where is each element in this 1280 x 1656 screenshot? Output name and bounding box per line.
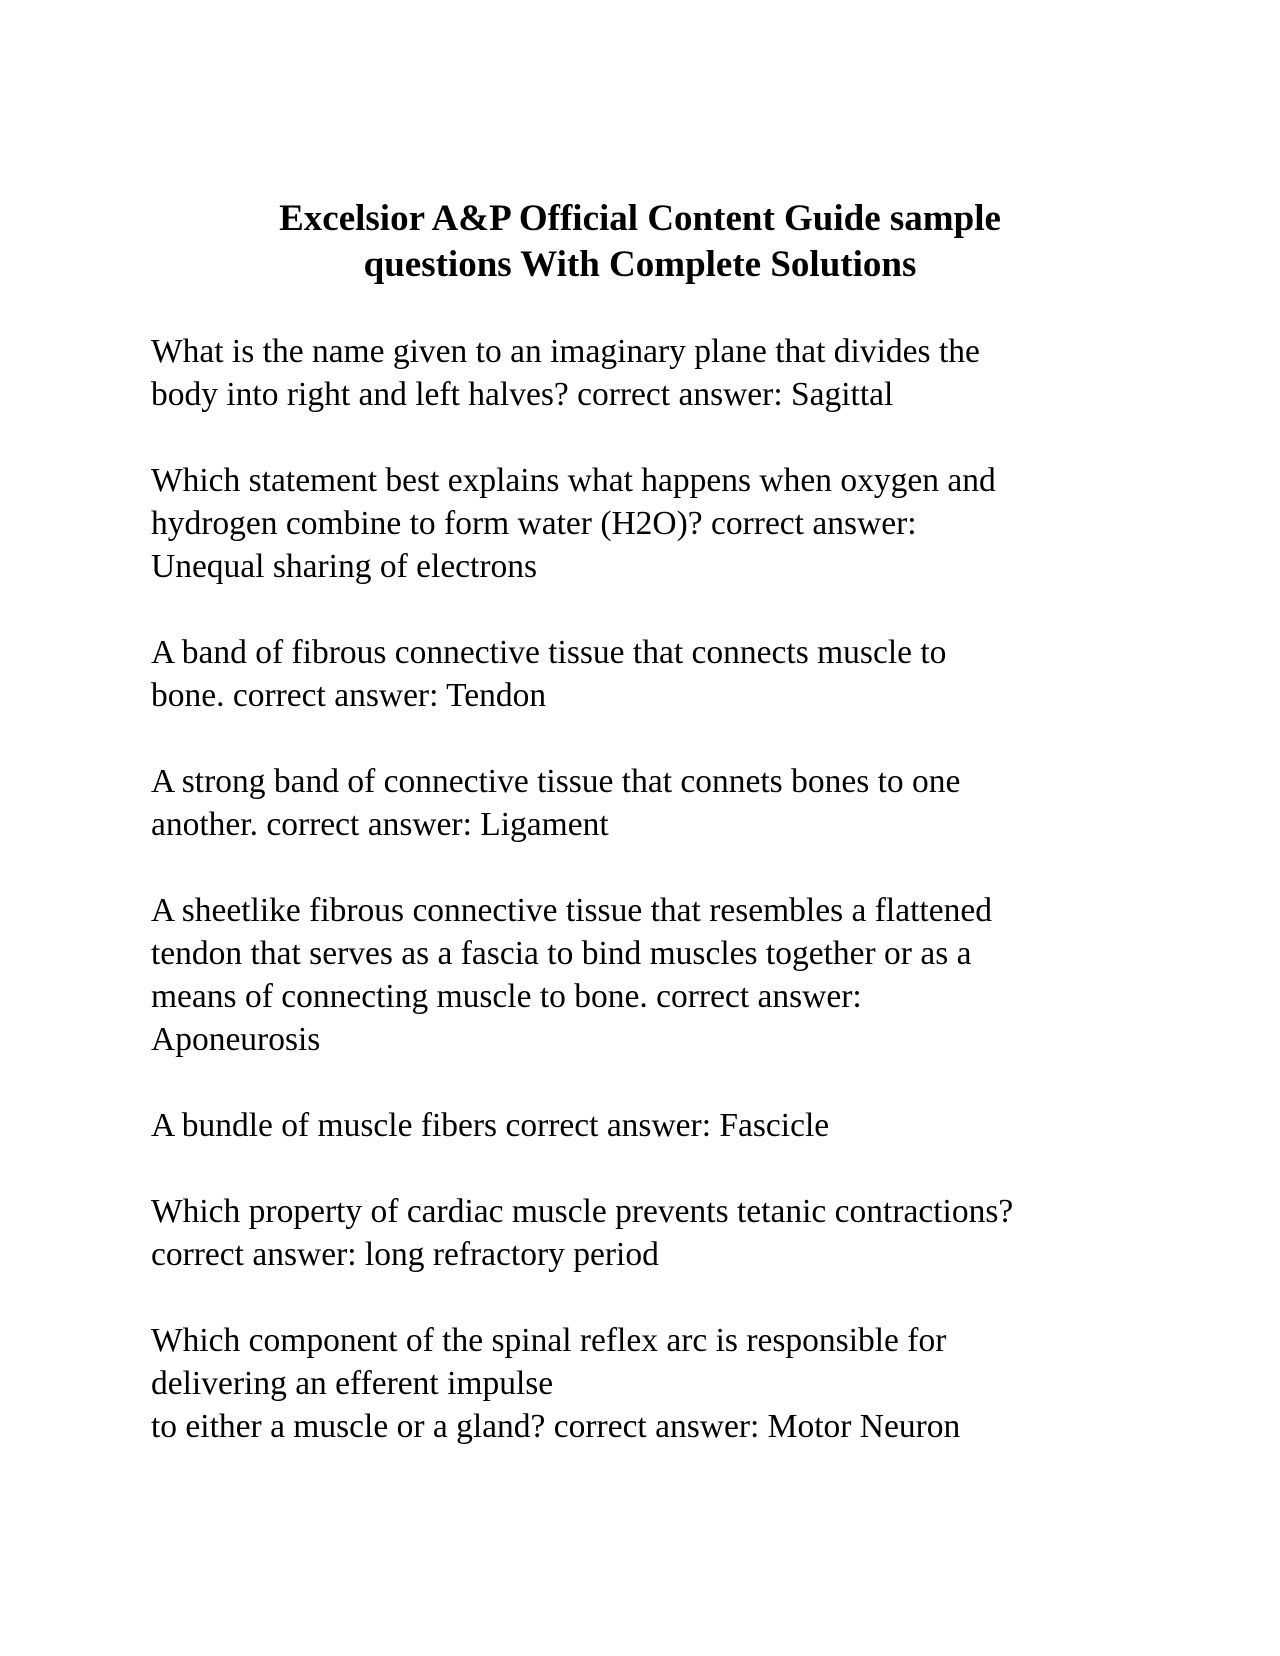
question-line: A bundle of muscle fibers correct answer: Fascicle bbox=[151, 1107, 830, 1144]
question-7 bbox=[151, 1190, 1161, 1276]
title-line-2: questions With Complete Solutions bbox=[363, 244, 917, 285]
question-line: A band of fibrous connective tissue that connects muscle to bbox=[151, 634, 947, 671]
question-5 bbox=[151, 889, 1161, 1061]
question-line: A strong band of connective tissue that connets bones to one bbox=[151, 763, 961, 800]
question-line: Which property of cardiac muscle prevents tetanic contractions? bbox=[151, 1193, 1014, 1230]
question-line: Aponeurosis bbox=[151, 1021, 321, 1058]
question-line: delivering an efferent impulse bbox=[151, 1365, 554, 1402]
question-4 bbox=[151, 760, 1161, 846]
question-1 bbox=[151, 330, 1161, 416]
question-3 bbox=[151, 631, 1161, 717]
question-2 bbox=[151, 459, 1161, 588]
question-line: Which component of the spinal reflex arc is responsible for bbox=[151, 1322, 947, 1359]
question-line: Unequal sharing of electrons bbox=[151, 548, 538, 585]
question-line: What is the name given to an imaginary plane that divides the bbox=[151, 333, 980, 370]
question-line: Which statement best explains what happens when oxygen and bbox=[151, 462, 996, 499]
question-line: correct answer: long refractory period bbox=[151, 1236, 659, 1273]
document-title bbox=[150, 196, 1130, 288]
question-line: to either a muscle or a gland? correct answer: Motor Neuron bbox=[151, 1408, 961, 1445]
question-line: bone. correct answer: Tendon bbox=[151, 677, 547, 714]
question-line: A sheetlike fibrous connective tissue that resembles a flattened bbox=[151, 892, 992, 929]
question-8 bbox=[151, 1319, 1161, 1448]
question-line: hydrogen combine to form water (H2O)? correct answer: bbox=[151, 505, 917, 542]
question-line: body into right and left halves? correct answer: Sagittal bbox=[151, 376, 894, 413]
question-list bbox=[151, 330, 1161, 1491]
question-line: means of connecting muscle to bone. correct answer: bbox=[151, 978, 862, 1015]
question-line: another. correct answer: Ligament bbox=[151, 806, 609, 843]
title-line-1: Excelsior A&P Official Content Guide sample bbox=[279, 198, 1001, 239]
question-6 bbox=[151, 1104, 1161, 1147]
question-line: tendon that serves as a fascia to bind muscles together or as a bbox=[151, 935, 972, 972]
